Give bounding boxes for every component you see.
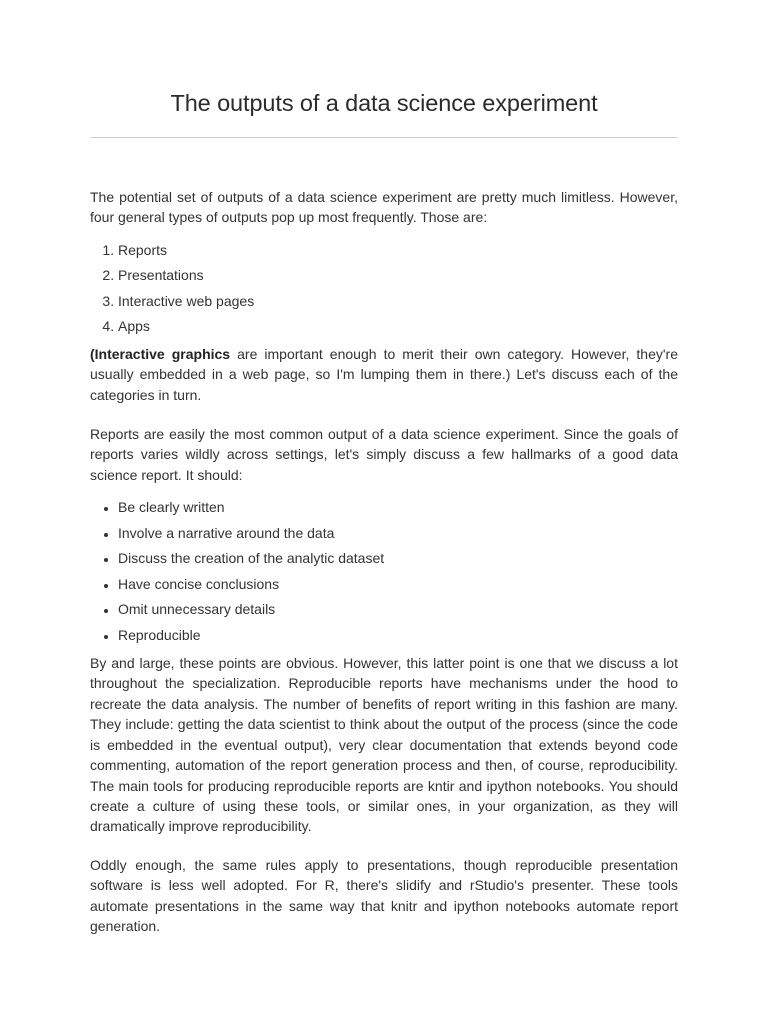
list-item: • Involve a narrative around the data: [118, 523, 678, 543]
graphics-note-text: are important enough to merit their own category. However, they're usually embedded in a web page, so I'm lumping them in there.) Let's discuss each of the categories in turn.: [90, 345, 678, 403]
graphics-note-bold: (Interactive graphics: [90, 345, 231, 362]
list-item: • Have concise conclusions: [118, 574, 678, 594]
list-item: 1. Reports: [118, 240, 678, 260]
presentations-paragraph: Oddly enough, the same rules apply to presentations, though reproducible presentation software is less well adopted. For R, there's slidify and rStudio's presenter. These tools automate presentations in the same way that knitr and ipython notebooks automate report generation.: [90, 856, 678, 934]
output-types-list: [90, 240, 678, 337]
intro-paragraph: The potential set of outputs of a data science experiment are pretty much limitless. However, four general types of outputs pop up most frequently. Those are:: [90, 189, 678, 226]
list-item: • Be clearly written: [118, 497, 678, 517]
list-item: • Omit unnecessary details: [118, 599, 678, 619]
title-divider: [90, 137, 678, 138]
list-item: 2. Presentations: [118, 265, 678, 285]
graphics-note-paragraph: [90, 344, 678, 405]
list-item: • Reproducible: [118, 625, 678, 645]
hallmarks-list: [90, 497, 678, 645]
list-item: 3. Interactive web pages: [118, 291, 678, 311]
list-item: 4. Apps: [118, 316, 678, 336]
page-title: The outputs of a data science experiment: [170, 90, 598, 116]
reproducibility-paragraph: By and large, these points are obvious. However, this latter point is one that we discuss a lot throughout the specialization. Reproducible reports have mechanisms under the hood to recreate the data analysis. The number of benefits of report writing in this fashion are many. They include: getting the data scientist to think about the output of the process (since the code is embedded in the eventual output), very clear documentation that extends beyond code commenting, automation of the report generation process and then, of course, reproducibility. The main tools for producing reproducible reports are kntir and ipython notebooks. You should create a culture of using these tools, or similar ones, in your organization, as they will dramatically improve reproducibility.: [90, 655, 678, 835]
list-item: • Discuss the creation of the analytic dataset: [118, 548, 678, 568]
article-body: [90, 187, 678, 936]
reports-intro-paragraph: Reports are easily the most common output of a data science experiment. Since the goals of reports varies wildly across settings, let's simply discuss a few hallmarks of a good data science report. It should:: [90, 425, 678, 483]
